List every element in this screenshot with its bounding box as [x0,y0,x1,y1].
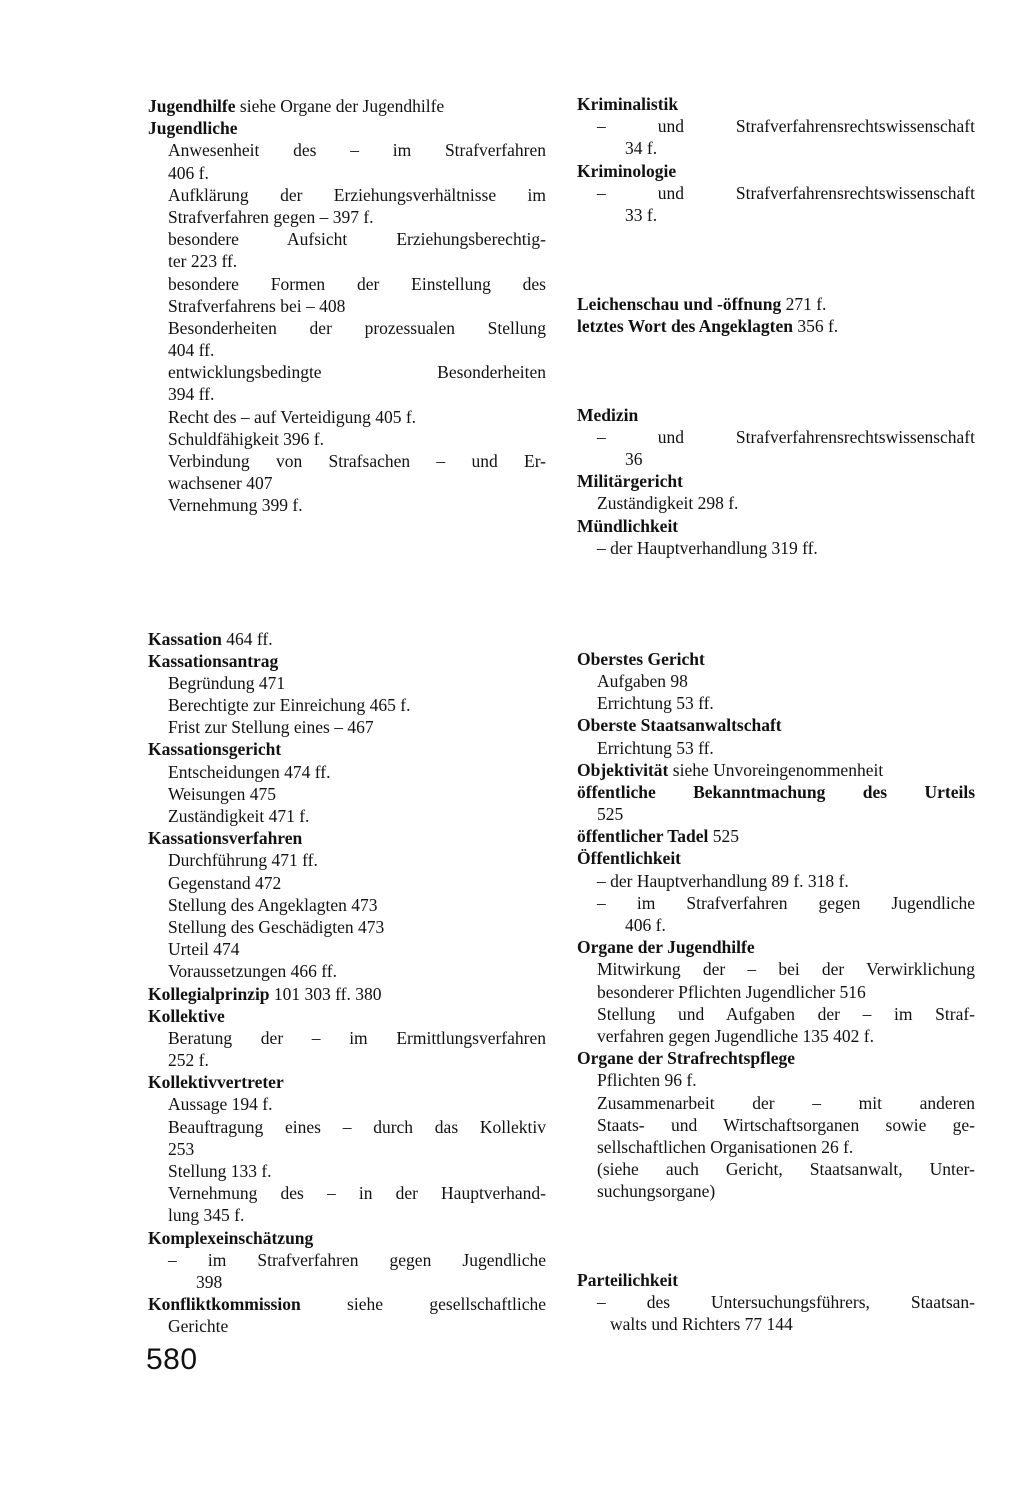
index-headword: Oberstes Gericht [577,648,705,669]
index-subentry-text: Gerichte [168,1316,229,1337]
section-gap [577,226,975,270]
index-subentry-text: 33 f. [625,204,658,225]
index-subentry-text: Besonderheiten der prozessualen Stellung [168,317,546,338]
index-subentry-line [577,537,975,559]
index-subentry-text: wachsener 407 [168,473,273,494]
index-subentry-line [148,1116,546,1138]
index-headword: Jugendliche [148,118,238,139]
index-subentry-text: 404 ff. [168,340,215,361]
section-gap [577,381,975,403]
index-subentry-line [148,250,546,272]
index-headword: Kassationsverfahren [148,828,303,849]
index-subentry-line [148,1182,546,1204]
index-subentry-text: 253 [168,1138,195,1159]
index-headword: Leichenschau und -öffnung [577,293,782,314]
index-subentry-text: Pflichten 96 f. [597,1070,697,1091]
index-subentry-line [148,1138,546,1160]
index-headword: Öffentlichkeit [577,848,682,869]
index-subentry-line [577,137,975,159]
index-subentry-text: 34 f. [625,138,658,159]
index-subentry-line [577,1025,975,1047]
index-subentry-line [148,783,546,805]
index-subentry-text: 394 ff. [168,384,215,405]
index-subentry-line [577,492,975,514]
index-subentry-line [577,115,975,137]
index-column-left [148,95,546,1338]
index-subentry-text: Stellung 133 f. [168,1161,272,1182]
index-subentry-line [577,1291,975,1313]
index-headword: Kassationsgericht [148,739,282,760]
index-subentry-text: entwicklungsbedingte Besonderheiten [168,362,546,383]
index-subentry-line [577,1114,975,1136]
index-headword-line [148,1227,546,1249]
index-headword-line [577,825,975,847]
index-subentry-text: – im Strafverfahren gegen Jugendliche [597,892,975,913]
index-subentry-text: Errichtung 53 ff. [597,693,714,714]
index-subentry-text: 36 [625,449,643,470]
section-gap [577,603,975,647]
index-subentry-text: Weisungen 475 [168,783,276,804]
index-subentry-line [577,1158,975,1180]
index-subentry-line [148,672,546,694]
index-subentry-text: Verbindung von Strafsachen – und Er- [168,451,546,471]
index-subentry-text: Strafverfahrens bei – 408 [168,295,346,316]
index-headword: Oberste Staatsanwaltschaft [577,715,782,736]
index-subentry-text: – der Hauptverhandlung 319 ff. [597,537,818,558]
index-subentry-line [148,406,546,428]
index-subentry-line [148,849,546,871]
index-reference: 525 [708,826,740,847]
index-subentry-text: Begründung 471 [168,672,286,693]
index-subentry-text: Aufklärung der Erziehungsverhältnisse im [168,184,546,205]
index-subentry-text: 252 f. [168,1050,209,1071]
index-subentry-line [577,670,975,692]
index-headword: Kollektivvertreter [148,1072,284,1093]
index-subentry-text: 406 f. [625,915,666,935]
index-headword-line [577,847,975,869]
index-subentry-line [577,892,975,914]
index-subentry-text: Aussage 194 f. [168,1094,273,1115]
index-subentry-text: Zuständigkeit 471 f. [168,806,310,827]
index-subentry-line [577,803,975,825]
index-headword-line [577,1269,975,1291]
index-subentry-text: Durchführung 471 ff. [168,850,318,871]
index-column-right [577,93,975,1336]
index-headword: Komplexeinschätzung [148,1227,314,1248]
index-subentry-line [148,1027,546,1049]
index-subentry-text: Urteil 474 [168,939,240,960]
index-headword: Kriminalistik [577,94,679,114]
index-subentry-text: 406 f. [168,162,209,183]
index-subentry-text: Zusammenarbeit der – mit anderen [597,1092,975,1113]
index-subentry-text: – des Untersuchungsführers, Staatsan- [597,1292,975,1313]
index-subentry-text: Errichtung 53 ff. [597,737,714,758]
index-headword: Kassationsantrag [148,650,279,671]
index-subentry-line [148,1160,546,1182]
index-subentry-line [577,426,975,448]
index-subentry-text: ter 223 ff. [168,251,238,272]
index-subentry-line [577,1313,975,1335]
index-headword: Kollegialprinzip [148,983,270,1004]
index-subentry-text: Mitwirkung der – bei der Verwirklichung [597,959,975,980]
index-reference: 464 ff. [221,628,273,649]
index-subentry-line [148,184,546,206]
index-subentry-line [577,914,975,936]
index-headword-line [577,714,975,736]
index-headword-line [148,1005,546,1027]
index-subentry-line [148,694,546,716]
index-subentry-line [577,1136,975,1158]
index-reference: 271 f. [781,293,827,314]
index-subentry-text: Strafverfahren gegen – 397 f. [168,206,374,227]
index-subentry-text: Staats- und Wirtschaftsorganen sowie ge- [597,1114,975,1135]
section-gap [148,561,546,605]
index-subentry-line [148,1271,546,1293]
index-headword: Organe der Jugendhilfe [577,937,755,958]
index-headword: Objektivität [577,759,669,780]
index-headword-line [577,404,975,426]
index-subentry-text: 525 [597,804,624,825]
index-headword: Medizin [577,404,639,425]
index-headword-line [148,650,546,672]
index-headword-line [148,117,546,139]
index-subentry-text: Vernehmung 399 f. [168,495,303,516]
index-subentry-text: besondere Aufsicht Erziehungsberechtig- [168,229,546,250]
section-gap [577,1202,975,1246]
index-subentry-text: Stellung des Angeklagten 473 [168,894,378,915]
index-subentry-text: Voraussetzungen 466 ff. [168,961,337,982]
index-headword: Organe der Strafrechtspflege [577,1048,796,1069]
index-subentry-line [148,450,546,472]
index-headword-line [148,1293,546,1315]
index-subentry-line [148,472,546,494]
index-subentry-line [148,1315,546,1337]
index-reference: 101 303 ff. 380 [269,983,382,1004]
index-headword-line [577,781,975,803]
index-subentry-line [148,383,546,405]
index-subentry-line [148,139,546,161]
section-gap [148,605,546,627]
index-headword-line [577,936,975,958]
index-subentry-line [148,894,546,916]
index-subentry-line [577,1069,975,1091]
index-subentry-text: Beauftragung eines – durch das Kollektiv [168,1116,546,1137]
index-headword-line [577,315,975,337]
index-headword: Militärgericht [577,471,683,492]
index-headword-line [577,515,975,537]
index-subentry-text: Frist zur Stellung eines – 467 [168,717,374,738]
index-subentry-line [148,162,546,184]
index-headword-line [577,160,975,182]
index-headword-line [577,470,975,492]
section-gap [577,559,975,603]
index-subentry-line [148,317,546,339]
index-subentry-text: verfahren gegen Jugendliche 135 402 f. [597,1025,874,1046]
index-subentry-text: suchungsorgane) [597,1181,716,1202]
index-subentry-line [577,1092,975,1114]
index-headword: letztes Wort des Angeklagten [577,315,793,336]
index-subentry-line [577,448,975,470]
index-headword: Kollektive [148,1005,225,1026]
index-subentry-text: – der Hauptverhandlung 89 f. 318 f. [597,870,849,891]
index-subentry-line [577,737,975,759]
index-subentry-line [577,1003,975,1025]
index-subentry-line [148,805,546,827]
index-subentry-text: Anwesenheit des – im Strafverfahren [168,140,546,161]
index-headword-line [577,1047,975,1069]
index-subentry-line [148,1204,546,1226]
index-subentry-line [577,870,975,892]
index-subentry-text: Berechtigte zur Einreichung 465 f. [168,695,411,716]
index-reference: 356 f. [792,315,839,336]
index-headword: Mündlichkeit [577,515,679,536]
index-subentry-line [148,938,546,960]
index-headword: öffentlicher Tadel [577,826,709,847]
index-headword-line [148,95,546,117]
index-subentry-text: Aufgaben 98 [597,670,688,691]
index-subentry-line [148,1049,546,1071]
index-subentry-text: Beratung der – im Ermittlungsverfahren [168,1027,546,1048]
index-subentry-line [577,692,975,714]
index-subentry-line [577,958,975,980]
index-subentry-line [577,1180,975,1202]
index-reference: siehe Unvoreingenommenheit [668,759,884,780]
index-headword: öffentliche Bekanntmachung des Urteils [577,781,975,802]
index-subentry-text: Schuldfähigkeit 396 f. [168,428,325,449]
index-reference: siehe Organe der Jugendhilfe [235,96,445,116]
index-headword: Jugendhilfe [148,96,236,116]
index-headword: Parteilichkeit [577,1270,679,1291]
index-subentry-text: (siehe auch Gericht, Staatsanwalt, Unter- [597,1159,975,1180]
index-subentry-text: Zuständigkeit 298 f. [597,493,739,514]
index-subentry-text: besondere Formen der Einstellung des [168,273,546,294]
index-subentry-text: – und Strafverfahrensrechtswissenschaft [597,182,975,203]
index-subentry-text: Recht des – auf Verteidigung 405 f. [168,406,417,427]
index-subentry-line [148,960,546,982]
index-subentry-text: Vernehmung des – in der Hauptverhand- [168,1183,546,1204]
index-headword-line [148,738,546,760]
index-subentry-text: walts und Richters 77 144 [610,1314,793,1335]
index-subentry-line [148,206,546,228]
index-subentry-line [577,204,975,226]
index-subentry-text: – und Strafverfahrensrechtswissenschaft [597,116,975,137]
index-headword: Kassation [148,628,222,649]
index-subentry-text: Entscheidungen 474 ff. [168,761,331,782]
section-gap [577,1247,975,1269]
index-headword-line [148,827,546,849]
index-headword-line [148,983,546,1005]
index-subentry-text: 398 [196,1271,223,1292]
index-subentry-line [148,339,546,361]
index-subentry-line [148,1249,546,1271]
index-subentry-text: besonderer Pflichten Jugendlicher 516 [597,981,866,1002]
index-headword-line [577,93,975,115]
index-subentry-line [577,981,975,1003]
index-subentry-text: Stellung und Aufgaben der – im Straf- [597,1003,975,1024]
section-gap [577,337,975,381]
index-subentry-line [148,295,546,317]
index-headword-line [148,628,546,650]
index-subentry-line [148,361,546,383]
index-subentry-line [148,428,546,450]
index-subentry-line [148,228,546,250]
index-headword: Kriminologie [577,160,677,181]
index-headword-line [577,648,975,670]
index-subentry-text: – im Strafverfahren gegen Jugendliche [168,1249,546,1270]
index-subentry-text: Stellung des Geschädigten 473 [168,916,385,937]
index-subentry-line [577,182,975,204]
index-headword-line [148,1071,546,1093]
index-subentry-text: – und Strafverfahrensrechtswissenschaft [597,426,975,447]
index-subentry-line [148,716,546,738]
index-subentry-line [148,872,546,894]
section-gap [148,517,546,561]
index-subentry-line [148,916,546,938]
index-headword-line [577,759,975,781]
section-gap [577,271,975,293]
index-subentry-line [148,273,546,295]
index-subentry-text: sellschaftlichen Organisationen 26 f. [597,1136,854,1157]
index-headword: Konfliktkommission [148,1294,301,1315]
index-subentry-text: Gegenstand 472 [168,872,282,893]
index-reference: siehe gesellschaftliche [300,1294,546,1315]
index-subentry-text: lung 345 f. [168,1205,245,1226]
index-subentry-line [148,1093,546,1115]
page-number: 580 [146,1343,198,1376]
index-subentry-line [148,494,546,516]
index-subentry-line [148,761,546,783]
index-headword-line [577,293,975,315]
